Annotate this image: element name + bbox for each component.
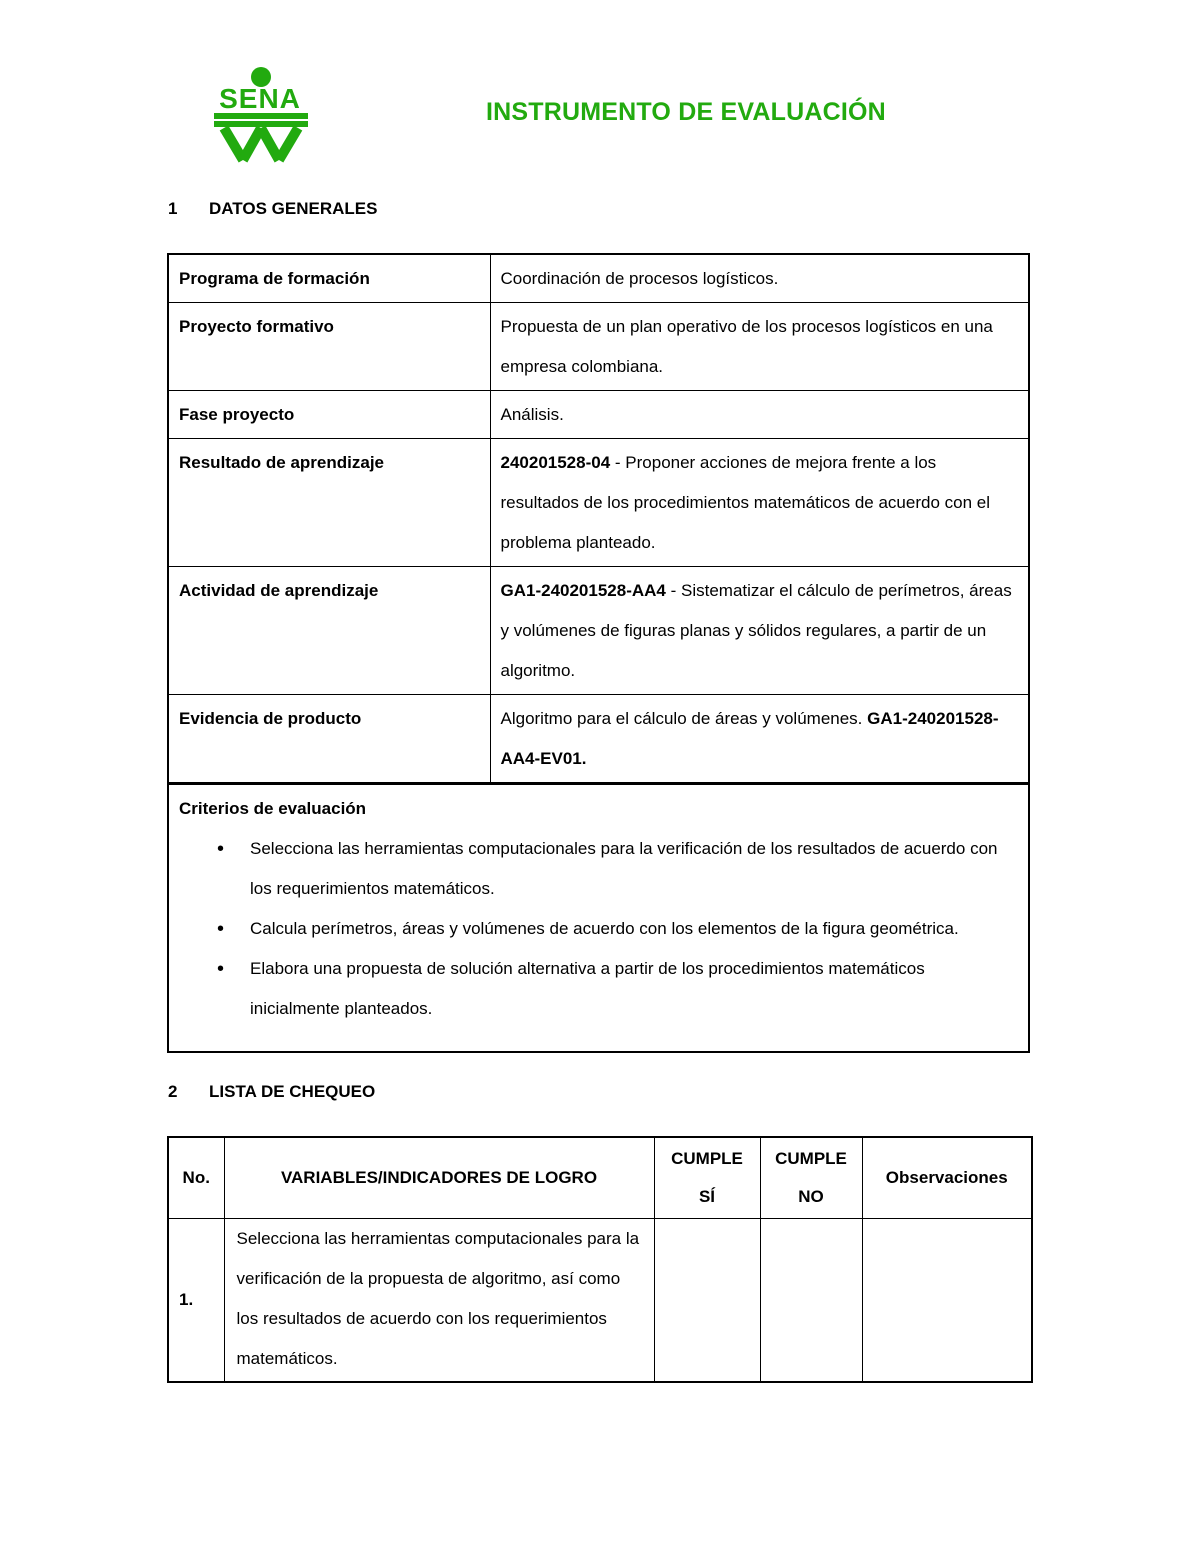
- general-data-table: [167, 253, 1030, 1053]
- criteria-list: [179, 829, 1019, 1029]
- table-row: [168, 303, 1029, 391]
- header-no-label: NO: [798, 1187, 824, 1206]
- header-indicators: VARIABLES/INDICADORES DE LOGRO: [224, 1137, 654, 1219]
- table-row: [168, 439, 1029, 567]
- row-label: Programa de formación: [168, 254, 490, 303]
- table-row: [168, 695, 1029, 784]
- section-1-heading: [168, 199, 377, 219]
- cumple-no-cell[interactable]: [760, 1219, 862, 1383]
- header-cumple-label: CUMPLE: [671, 1149, 743, 1168]
- table-row: [168, 567, 1029, 695]
- document-title: INSTRUMENTO DE EVALUACIÓN: [486, 98, 886, 126]
- list-item: • Elabora una propuesta de solución alternativa a partir de los procedimientos matemáticos inicialmente planteados.: [179, 949, 1019, 1029]
- svg-text:SENA: SENA: [219, 83, 301, 114]
- header-cumple-no: [760, 1137, 862, 1219]
- header-no: No.: [168, 1137, 224, 1219]
- row-label: Fase proyecto: [168, 391, 490, 439]
- evidence-code: GA1-240201528-AA4-EV01.: [500, 709, 999, 768]
- row-label: Actividad de aprendizaje: [168, 567, 490, 695]
- header-si-label: SÍ: [698, 1187, 716, 1206]
- row-indicator: Selecciona las herramientas computacionales para la verificación de la propuesta de algoritmo, así como los resultados de acuerdo con los requerimientos matemáticos.: [224, 1219, 654, 1383]
- table-row: [168, 254, 1029, 303]
- section-2-heading: [168, 1082, 375, 1102]
- observations-cell[interactable]: [862, 1219, 1032, 1383]
- list-item: • Selecciona las herramientas computacionales para la verificación de los resultados de acuerdo con los requerimientos matemáticos.: [179, 829, 1019, 909]
- header-cumple-si: [654, 1137, 760, 1219]
- section-2-title: LISTA DE CHEQUEO: [209, 1082, 376, 1101]
- row-value-cell: [490, 695, 1029, 784]
- section-2-number: 2: [168, 1082, 178, 1101]
- row-label: Evidencia de producto: [168, 695, 490, 784]
- row-value: - Proponer acciones de mejora frente a los resultados de los procedimientos matemáticos de acuerdo con el problema planteado.: [500, 453, 990, 552]
- row-number: 1.: [168, 1219, 224, 1383]
- row-value-cell: [490, 439, 1029, 567]
- header-cumple-label: CUMPLE: [775, 1149, 847, 1168]
- section-1-number: 1: [168, 199, 178, 218]
- table-row: [168, 391, 1029, 439]
- criteria-cell: [168, 784, 1029, 1053]
- row-value: Análisis.: [490, 391, 1029, 439]
- row-value-cell: [490, 567, 1029, 695]
- table-row: [168, 1219, 1032, 1383]
- row-value: - Sistematizar el cálculo de perímetros, áreas y volúmenes de figuras planas y sólidos regulares, a partir de un algoritmo.: [500, 581, 1012, 680]
- section-1-title: DATOS GENERALES: [209, 199, 378, 218]
- row-value: Propuesta de un plan operativo de los procesos logísticos en una empresa colombiana.: [490, 303, 1029, 391]
- sena-logo: [208, 66, 314, 164]
- table-header-row: [168, 1137, 1032, 1219]
- row-value: Coordinación de procesos logísticos.: [490, 254, 1029, 303]
- sena-logo-icon: [208, 66, 314, 164]
- row-label: Proyecto formativo: [168, 303, 490, 391]
- learning-result-code: 240201528-04: [500, 453, 611, 472]
- list-item: • Calcula perímetros, áreas y volúmenes de acuerdo con los elementos de la figura geométrica.: [179, 909, 1019, 949]
- criteria-title: Criterios de evaluación: [179, 799, 367, 818]
- row-value: Algoritmo para el cálculo de áreas y volúmenes.: [500, 709, 868, 728]
- row-label: Resultado de aprendizaje: [168, 439, 490, 567]
- header-observations: Observaciones: [862, 1137, 1032, 1219]
- criteria-row: [168, 784, 1029, 1053]
- activity-code: GA1-240201528-AA4: [500, 581, 666, 600]
- cumple-si-cell[interactable]: [654, 1219, 760, 1383]
- checklist-table: [167, 1136, 1033, 1383]
